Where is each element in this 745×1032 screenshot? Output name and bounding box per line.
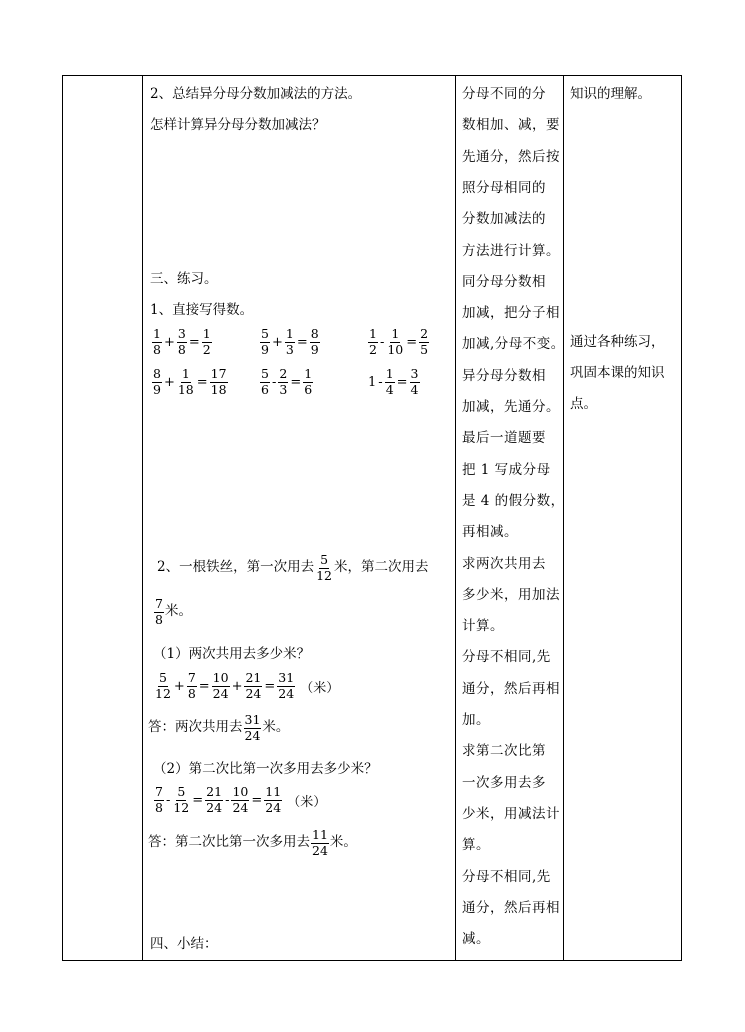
operator: + — [271, 334, 283, 350]
explanation-line: 通分，然后再相 — [462, 680, 560, 697]
fraction — [410, 368, 420, 396]
numerator: 10 — [212, 670, 229, 685]
explanation-line: 少米，用减法计 — [462, 805, 560, 822]
numerator: 8 — [310, 326, 319, 341]
explanation-line: 求两次共用去 — [462, 555, 546, 572]
summary-method-heading: 2、总结异分母分数加减法的方法。 — [150, 86, 362, 102]
summary-heading: 四、小结： — [150, 936, 218, 952]
fraction — [260, 368, 270, 396]
task2-text-2: 米，第二次用去 — [334, 559, 429, 576]
denominator: 24 — [245, 685, 262, 701]
denominator: 24 — [232, 799, 249, 815]
fraction — [202, 328, 212, 356]
numerator: 21 — [206, 784, 223, 799]
denominator: 18 — [177, 381, 194, 397]
explanation-line: 加减，先通分。 — [462, 399, 560, 415]
denominator: 24 — [265, 799, 282, 815]
equals-sign: = — [196, 374, 208, 390]
question-1: （1）两次共用去多少米？ — [153, 646, 311, 662]
fraction — [285, 328, 295, 356]
denominator: 8 — [153, 341, 161, 357]
explanation-line: 加减,分母不变。 — [462, 336, 565, 353]
purpose-note-2-line1: 通过各种练习， — [570, 334, 665, 350]
numerator: 21 — [245, 670, 262, 685]
exercise — [151, 328, 231, 356]
numerator: 2 — [420, 326, 429, 341]
operator: + — [163, 334, 175, 350]
denominator: 18 — [210, 381, 227, 397]
explanation-line: 通分，然后再相 — [462, 899, 560, 916]
numerator: 1 — [153, 326, 161, 341]
denominator: 9 — [310, 341, 319, 357]
numerator: 1 — [369, 326, 377, 341]
equals-sign: = — [296, 334, 308, 350]
explanation-line: 把 1 写成分母 — [462, 461, 551, 478]
numerator: 8 — [153, 366, 161, 381]
operator: + — [163, 374, 175, 390]
content-column — [143, 76, 455, 960]
numerator: 1 — [304, 366, 313, 381]
numerator: 1 — [202, 326, 211, 341]
explanation-line: 是 4 的假分数， — [462, 492, 565, 509]
exercise-row-1 — [151, 328, 430, 356]
task2-statement — [157, 554, 429, 582]
denominator: 6 — [261, 381, 269, 397]
exercise — [367, 368, 421, 396]
equals-sign: = — [290, 374, 302, 390]
fraction — [368, 328, 378, 356]
fraction — [244, 672, 262, 700]
explanation-line: 最后一道题要 — [462, 430, 546, 447]
fraction — [419, 328, 429, 356]
operator: - — [271, 374, 277, 390]
operator: - — [165, 792, 171, 808]
numerator: 10 — [232, 784, 249, 799]
denominator: 4 — [385, 381, 394, 397]
numerator: 31 — [278, 670, 295, 685]
numerator: 7 — [155, 784, 163, 799]
answer-1: 答：两次共用去 $\frac{31}{24}$ 米。 — [148, 712, 290, 743]
numerator: 5 — [177, 784, 186, 799]
numerator: 3 — [410, 366, 419, 381]
numerator: 1 — [385, 366, 394, 381]
denominator: 5 — [420, 341, 429, 357]
operator: + — [231, 678, 243, 694]
fraction — [187, 672, 197, 700]
fraction — [264, 786, 282, 814]
fraction — [278, 368, 288, 396]
equals-sign: = — [264, 678, 276, 694]
task2-text-1: 2、一根铁丝，第一次用去 — [157, 559, 315, 576]
explanation-line: 一次多用去多 — [462, 774, 546, 791]
explanation-line: 分母不同的分 — [462, 86, 546, 102]
numerator: 3 — [177, 326, 186, 341]
fraction — [260, 328, 270, 356]
numerator: 1 — [285, 326, 294, 341]
answer-2: 答：第二次比第一次多用去 $\frac{11}{24}$ 米。 — [148, 827, 357, 858]
explanation-line: 照分母相同的 — [462, 179, 546, 196]
fraction — [154, 786, 164, 814]
denominator: 3 — [279, 381, 288, 397]
purpose-column — [564, 76, 682, 960]
equals-sign: = — [188, 334, 200, 350]
denominator: 8 — [177, 341, 186, 357]
exercise — [151, 368, 231, 396]
explanation-line: 计算。 — [462, 618, 504, 635]
equals-sign: = — [198, 678, 210, 694]
fraction — [303, 368, 313, 396]
explanation-line: 减。 — [462, 931, 490, 948]
explanation-line: 分母不相同,先 — [462, 649, 551, 666]
operator: - — [225, 792, 230, 808]
explanation-line: 异分母分数相 — [462, 367, 546, 384]
explanation-line: 再相减。 — [462, 524, 518, 541]
fraction — [152, 328, 162, 356]
exercise — [259, 368, 339, 396]
fraction — [212, 672, 230, 700]
denominator: 6 — [304, 381, 313, 397]
explanation-line: 方法进行计算。 — [462, 242, 560, 259]
denominator: 8 — [155, 799, 163, 815]
denominator: 9 — [153, 381, 161, 397]
explanation-line: 算。 — [462, 837, 490, 854]
explanation-line: 求第二次比第 — [462, 743, 546, 760]
fraction: $\frac{11}{24}$ — [312, 827, 328, 858]
fraction — [172, 786, 190, 814]
explanation-line: 加减，把分子相 — [462, 305, 560, 322]
numerator: 2 — [279, 366, 288, 381]
equals-sign: = — [192, 792, 204, 808]
denominator: 8 — [187, 685, 196, 701]
fraction: $\frac{31}{24}$ — [244, 712, 261, 743]
purpose-note-1: 知识的理解。 — [570, 86, 651, 102]
denominator: 12 — [173, 799, 190, 815]
fraction — [205, 786, 223, 814]
task1-label: 1、直接写得数。 — [150, 302, 254, 318]
denominator: 2 — [202, 341, 211, 357]
explanation-line: 加。 — [462, 712, 490, 728]
question-2-calculation — [153, 786, 326, 814]
numerator: 1 — [181, 366, 190, 381]
numerator: 11 — [265, 784, 282, 799]
denominator: 9 — [261, 341, 269, 357]
exercise — [259, 328, 339, 356]
question-1-calculation — [153, 672, 339, 700]
fraction: $\frac{7}{8}$ — [155, 596, 163, 627]
denominator: 24 — [212, 685, 229, 701]
operator: - — [378, 374, 383, 390]
fraction — [152, 368, 162, 396]
denominator: 24 — [278, 685, 295, 701]
explanation-line: 数相加、减，要 — [462, 117, 560, 134]
explanation-line: 先通分，然后按 — [462, 148, 560, 165]
equals-sign: = — [396, 374, 408, 390]
numerator: 1 — [391, 326, 400, 341]
lesson-table — [62, 75, 682, 961]
exercise-row-2 — [151, 368, 421, 396]
question-2: （2）第二次比第一次多用去多少米？ — [153, 761, 378, 777]
denominator: 3 — [285, 341, 294, 357]
denominator: 10 — [387, 341, 404, 357]
operator: + — [173, 678, 185, 694]
numerator: 5 — [158, 670, 167, 685]
equals-sign: = — [406, 334, 418, 350]
denominator: 24 — [206, 799, 223, 815]
operator: - — [379, 334, 385, 350]
fraction — [210, 368, 228, 396]
whole-number: 1 — [368, 374, 377, 390]
fraction — [177, 328, 187, 356]
fraction — [310, 328, 320, 356]
practice-heading: 三、练习。 — [150, 271, 218, 287]
fraction — [231, 786, 249, 814]
fraction — [277, 672, 295, 700]
fraction: $\frac{5}{12}$ — [316, 552, 332, 583]
exercise — [367, 328, 430, 356]
denominator: 4 — [410, 381, 419, 397]
purpose-note-2-line2: 巩固本课的知识 — [570, 365, 665, 381]
task2-statement-cont — [153, 598, 192, 626]
equals-sign: = — [251, 792, 263, 808]
explanation-column — [456, 76, 563, 960]
fraction — [154, 672, 172, 700]
denominator: 12 — [155, 685, 171, 701]
task2-text-3: 米。 — [164, 603, 192, 620]
numerator: 5 — [261, 326, 269, 341]
explanation-line: 分母不相同,先 — [462, 868, 551, 885]
unit-label: （米） — [287, 794, 327, 810]
denominator: 2 — [369, 341, 377, 357]
purpose-note-2-line3: 点。 — [570, 396, 597, 412]
explanation-line: 同分母分数相 — [462, 273, 546, 290]
numerator: 7 — [187, 670, 196, 685]
numerator: 17 — [210, 366, 227, 381]
how-to-calc-question: 怎样计算异分母分数加减法？ — [150, 117, 326, 133]
fraction — [386, 328, 404, 356]
explanation-line: 分数加减法的 — [462, 211, 546, 228]
numerator: 5 — [261, 366, 269, 381]
unit-label: （米） — [300, 680, 340, 696]
explanation-line: 多少米，用加法 — [462, 586, 560, 603]
fraction — [177, 368, 195, 396]
fraction — [385, 368, 395, 396]
